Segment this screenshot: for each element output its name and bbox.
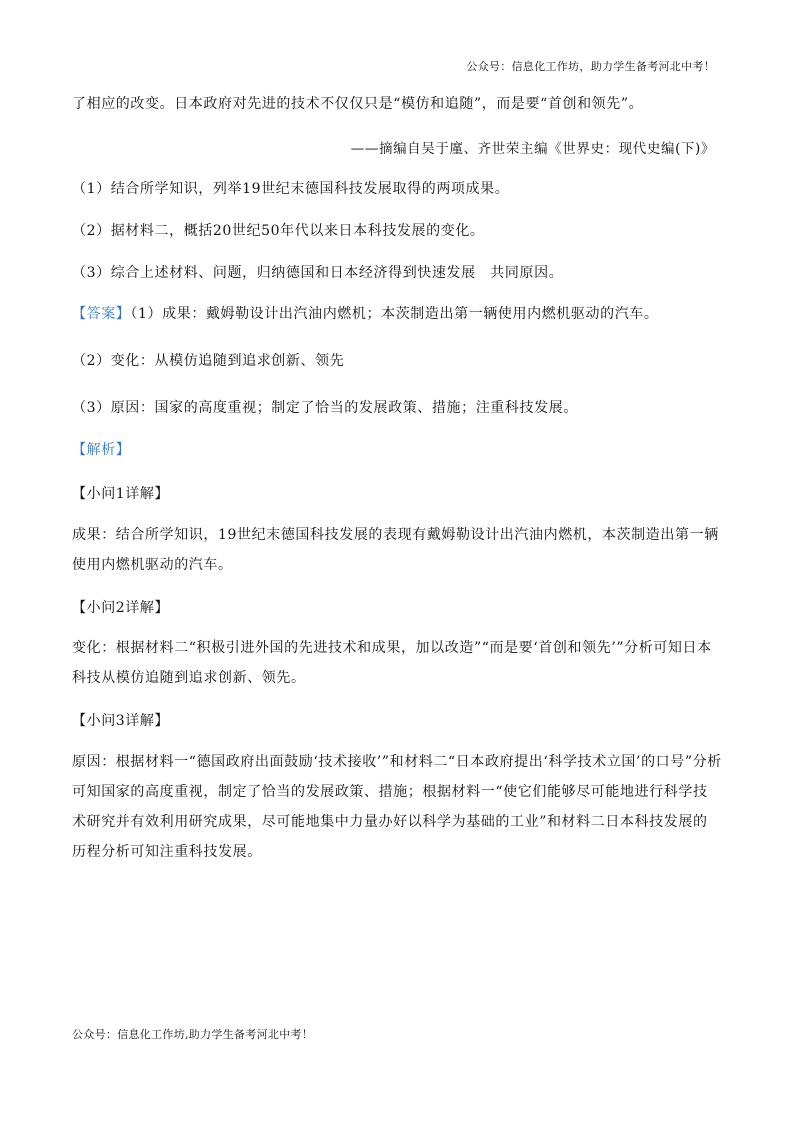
analysis-tag: 【解析】 <box>72 442 131 458</box>
answer-tag: 【答案】 <box>72 306 131 322</box>
analysis-section-1-title: 【小问1详解】 <box>72 486 170 502</box>
analysis-section-1-body: 成果：结合所学知识，19世纪末德国科技发展的表现有戴姆勒设计出汽油内燃机，本茨制造出第一辆使用内燃机驱动的汽车。 <box>72 527 719 573</box>
page-footer-note: 公众号：信息化工作坊,助力学生备考河北中考！ <box>72 1028 314 1041</box>
material-source: ——摘编自吴于廑、齐世荣主编《世界史：现代史编(下)》 <box>350 141 715 157</box>
question-3: （3）综合上述材料、问题，归纳德国和日本经济得到快速发展 共同原因。 <box>72 265 564 281</box>
answer-item-1: （1）成果：戴姆勒设计出汽油内燃机；本茨制造出第一辆使用内燃机驱动的汽车。 <box>130 306 659 322</box>
answer-line-1 <box>72 303 659 325</box>
question-1: （1）结合所学知识，列举19世纪末德国科技发展取得的两项成果。 <box>72 181 510 197</box>
analysis-section-3-body: 原因：根据材料一“德国政府出面鼓励‘技术接收’”和材料二“日本政府提出‘科学技术立国’的口号”分析可知国家的高度重视，制定了恰当的发展政策、措施；根据材料一“使它们能够尽可能地进行科学技术研究并有效利用研究成果，尽可能地集中力量办好以科学为基础的工业”和材料二日本科技发展的历程分析可知注重科技发展。 <box>72 754 722 860</box>
answer-item-3: （3）原因：国家的高度重视；制定了恰当的发展政策、措施；注重科技发展。 <box>72 400 578 416</box>
question-2: （2）据材料二，概括20世纪50年代以来日本科技发展的变化。 <box>72 223 485 239</box>
analysis-section-3-title: 【小问3详解】 <box>72 713 170 729</box>
material-tail: 了相应的改变。日本政府对先进的技术不仅仅只是“模仿和追随”，而是要“首创和领先”。 <box>72 96 644 112</box>
answer-item-2: （2）变化：从模仿追随到追求创新、领先 <box>72 353 345 369</box>
page-header-note: 公众号：信息化工作坊，助力学生备考河北中考！ <box>466 60 715 73</box>
analysis-section-2-title: 【小问2详解】 <box>72 600 170 616</box>
analysis-section-2-body: 变化：根据材料二“积极引进外国的先进技术和成果，加以改造”“而是要‘首创和领先’”分析可知日本科技从模仿追随到追求创新、领先。 <box>72 640 712 686</box>
